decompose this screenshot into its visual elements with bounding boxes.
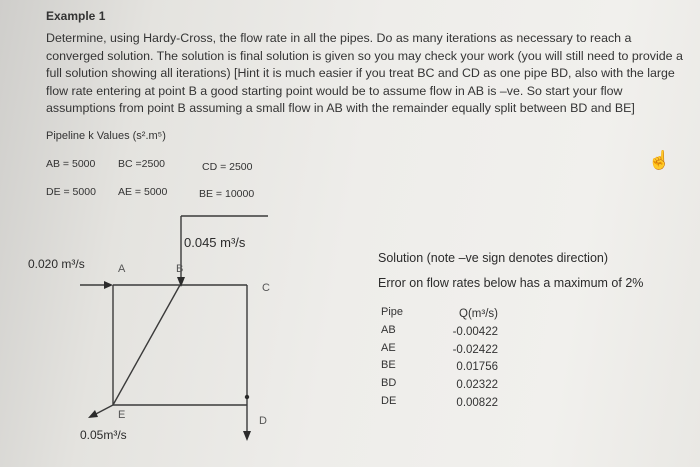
flow-value: 0.02322 bbox=[456, 379, 498, 392]
pipe-column bbox=[381, 304, 403, 411]
flow-in-a-label: 0.020 m³/s bbox=[28, 257, 85, 271]
outlet-e-arrow-head bbox=[88, 410, 98, 418]
inlet-a-arrow-head bbox=[104, 281, 113, 289]
flow-value: 0.00822 bbox=[456, 396, 498, 409]
k-value-ae: AE = 5000 bbox=[118, 186, 168, 198]
pipe-header: Pipe bbox=[381, 306, 404, 318]
node-a-label: A bbox=[118, 263, 126, 275]
error-note: Error on flow rates below has a maximum of 2% bbox=[378, 276, 644, 290]
pipe-name: AB bbox=[381, 323, 396, 336]
pipe-name: BD bbox=[381, 377, 397, 390]
problem-line: flow rate entering at point B a good starting point would be to assume flow in AB is –ve. So start your flow bbox=[46, 83, 623, 98]
k-value-bc: BC =2500 bbox=[118, 158, 165, 170]
flow-value: -0.00422 bbox=[452, 325, 498, 338]
solution-heading: Solution (note –ve sign denotes direction) bbox=[378, 251, 609, 265]
problem-line: assumptions from point B assuming a small flow in AB with the remainder equally split between BD and BE] bbox=[46, 101, 635, 116]
flow-out-e-label: 0.05m³/s bbox=[80, 428, 127, 442]
outlet-d-arrow-head bbox=[243, 431, 251, 441]
node-c-label: C bbox=[262, 282, 270, 294]
pipe-name: BE bbox=[381, 359, 396, 372]
k-value-be: BE = 10000 bbox=[199, 188, 255, 200]
flow-column bbox=[440, 306, 498, 413]
node-d-label: D bbox=[259, 415, 267, 427]
node-b-label: B bbox=[176, 263, 184, 275]
flow-value: -0.02422 bbox=[452, 343, 498, 356]
flow-in-b-label: 0.045 m³/s bbox=[184, 235, 246, 250]
pipe-name: AE bbox=[381, 341, 396, 354]
k-values-label: Pipeline k Values (s².m⁵) bbox=[46, 130, 166, 142]
pipe-name: DE bbox=[381, 394, 397, 407]
k-value-cd: CD = 2500 bbox=[202, 161, 253, 173]
flow-header: Q(m³/s) bbox=[459, 308, 498, 320]
problem-line: converged solution. The solution is final solution is given so you may check your work (you will still need to provide a bbox=[46, 48, 683, 63]
node-d-dot bbox=[245, 395, 249, 399]
example-title: Example 1 bbox=[46, 9, 106, 23]
k-value-ab: AB = 5000 bbox=[46, 158, 96, 170]
problem-line: Determine, using Hardy-Cross, the flow rate in all the pipes. Do as many iterations as necessary to reach a bbox=[46, 31, 632, 45]
flow-value: 0.01756 bbox=[456, 361, 498, 374]
k-value-de: DE = 5000 bbox=[46, 186, 96, 198]
node-e-label: E bbox=[118, 409, 126, 421]
hand-cursor-icon: ☝ bbox=[648, 150, 671, 170]
pipe-be bbox=[113, 285, 180, 405]
problem-line: full solution showing all iterations) [Hint it is much easier if you treat BC and CD as one pipe BD, also with the large bbox=[46, 66, 675, 81]
